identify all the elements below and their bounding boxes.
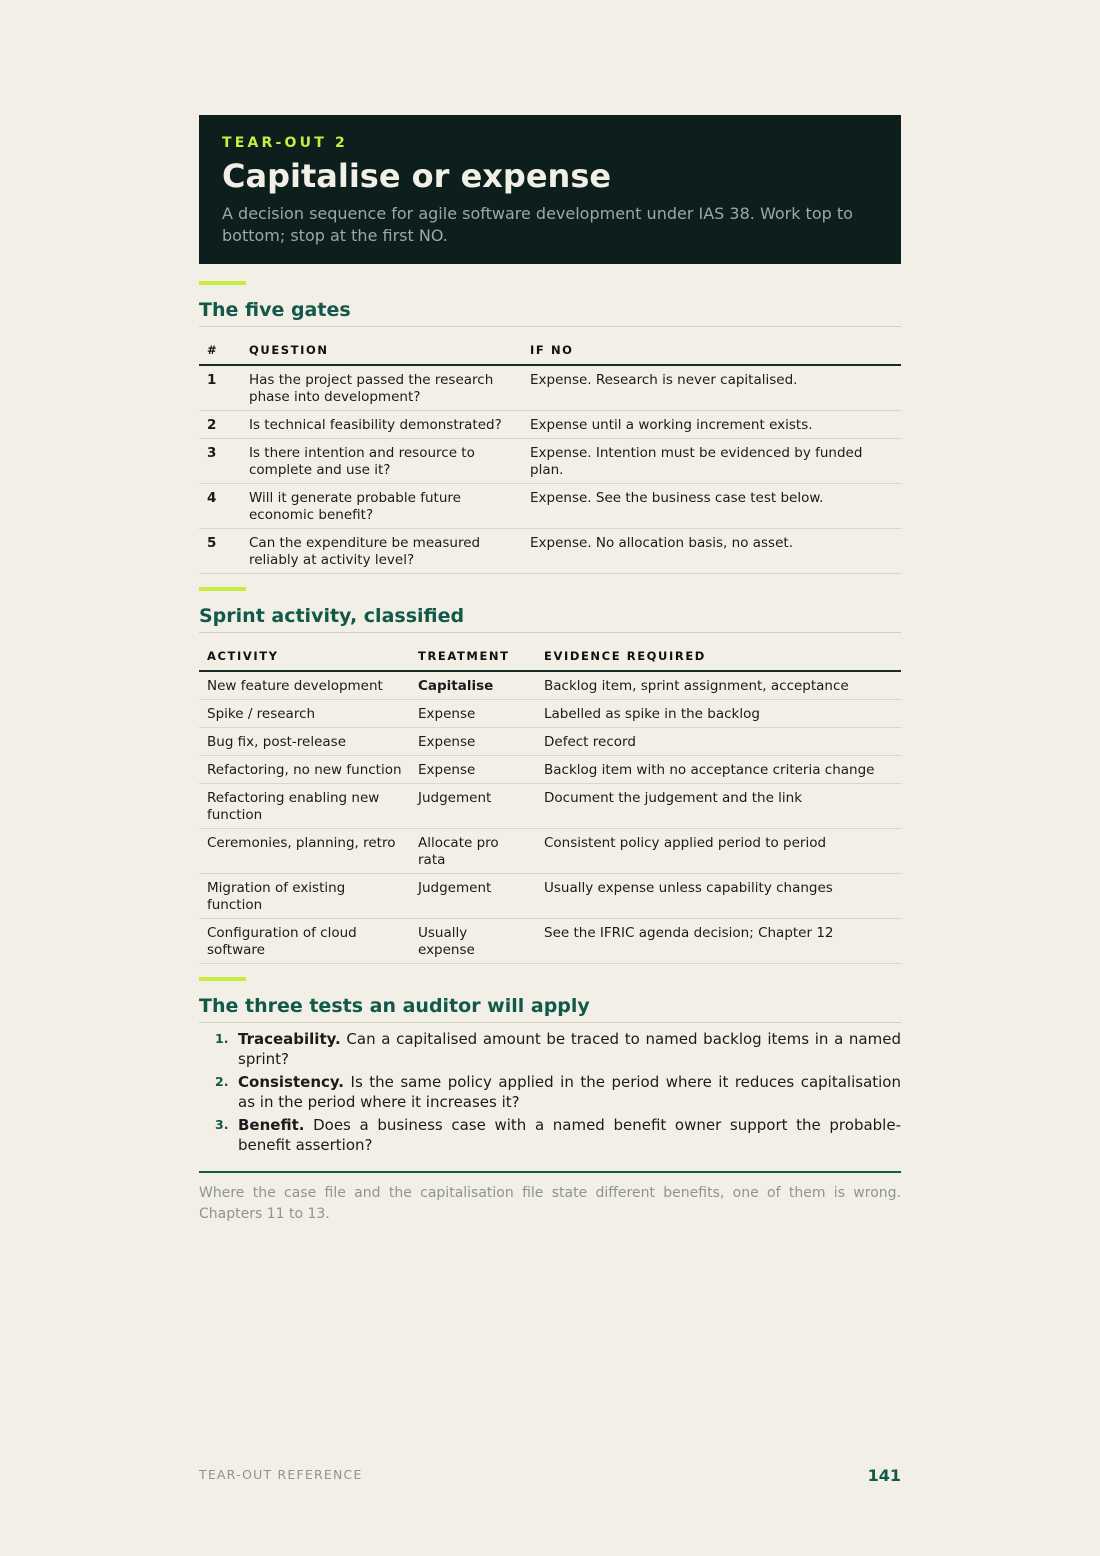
page-content (199, 115, 901, 1239)
test-number: 1. (215, 1031, 229, 1046)
page-subtitle: A decision sequence for agile software development under IAS 38. Work top to bottom; stop at the first NO. (222, 204, 853, 245)
test-number: 3. (215, 1117, 229, 1132)
tests-section-title: The three tests an auditor will apply (199, 981, 901, 1023)
treatment-cell: Expense (410, 700, 536, 728)
gates-header-num: # (199, 327, 241, 365)
gate-if-no: Expense. Intention must be evidenced by funded plan. (522, 439, 901, 484)
gate-if-no: Expense. See the business case test below. (522, 484, 901, 529)
table-row (199, 829, 901, 874)
activity-cell: Bug fix, post-release (199, 728, 410, 756)
test-text: Can a capitalised amount be traced to named backlog items in a named sprint? (238, 1030, 901, 1068)
gate-if-no: Expense until a working increment exists. (522, 411, 901, 439)
test-number: 2. (215, 1074, 229, 1089)
list-item (199, 1029, 901, 1069)
gate-number: 1 (199, 365, 241, 411)
title-banner (199, 115, 901, 264)
treatment-cell: Usually expense (410, 919, 536, 964)
evidence-cell: Usually expense unless capability changes (536, 874, 901, 919)
footer-label: TEAR-OUT REFERENCE (199, 1467, 363, 1482)
activity-cell: Migration of existing function (199, 874, 410, 919)
gate-number: 5 (199, 529, 241, 574)
activity-cell: Configuration of cloud software (199, 919, 410, 964)
activity-cell: New feature development (199, 671, 410, 700)
gate-number: 3 (199, 439, 241, 484)
gate-number: 2 (199, 411, 241, 439)
gate-question: Will it generate probable future economic benefit? (241, 484, 522, 529)
gates-table (199, 327, 901, 574)
evidence-cell: Consistent policy applied period to period (536, 829, 901, 874)
table-row (199, 365, 901, 411)
treatment-cell: Judgement (410, 784, 536, 829)
sprint-table (199, 633, 901, 964)
sprint-header-row (199, 633, 901, 671)
treatment-cell: Judgement (410, 874, 536, 919)
treatment-cell: Allocate pro rata (410, 829, 536, 874)
evidence-cell: Document the judgement and the link (536, 784, 901, 829)
table-row (199, 874, 901, 919)
activity-cell: Spike / research (199, 700, 410, 728)
gates-header-row (199, 327, 901, 365)
tests-section (199, 977, 901, 1155)
gates-header-question: QUESTION (241, 327, 522, 365)
page-number: 141 (867, 1466, 901, 1485)
treatment-cell: Expense (410, 756, 536, 784)
activity-cell: Refactoring, no new function (199, 756, 410, 784)
gate-question: Is there intention and resource to complete and use it? (241, 439, 522, 484)
table-row (199, 671, 901, 700)
treatment-cell: Capitalise (410, 671, 536, 700)
test-text: Is the same policy applied in the period where it reduces capitalisation as in the period where it increases it? (238, 1073, 901, 1111)
sprint-header-activity: ACTIVITY (199, 633, 410, 671)
test-term: Consistency. (238, 1073, 345, 1091)
table-row (199, 484, 901, 529)
gate-question: Can the expenditure be measured reliably at activity level? (241, 529, 522, 574)
list-item (199, 1115, 901, 1155)
gate-number: 4 (199, 484, 241, 529)
gate-if-no: Expense. Research is never capitalised. (522, 365, 901, 411)
table-row (199, 529, 901, 574)
table-row (199, 439, 901, 484)
test-term: Benefit. (238, 1116, 305, 1134)
test-text: Does a business case with a named benefit owner support the probable-benefit assertion? (238, 1116, 901, 1154)
closing-note: Where the case file and the capitalisation file state different benefits, one of them is wrong. Chapters 11 to 13. (199, 1171, 901, 1225)
sprint-section (199, 587, 901, 964)
treatment-cell: Expense (410, 728, 536, 756)
table-row (199, 919, 901, 964)
gates-section (199, 281, 901, 574)
table-row (199, 728, 901, 756)
evidence-cell: See the IFRIC agenda decision; Chapter 12 (536, 919, 901, 964)
sprint-header-treatment: TREATMENT (410, 633, 536, 671)
gate-question: Is technical feasibility demonstrated? (241, 411, 522, 439)
sprint-header-evidence: EVIDENCE REQUIRED (536, 633, 901, 671)
activity-cell: Refactoring enabling new function (199, 784, 410, 829)
evidence-cell: Labelled as spike in the backlog (536, 700, 901, 728)
evidence-cell: Backlog item, sprint assignment, acceptance (536, 671, 901, 700)
gate-question: Has the project passed the research phase into development? (241, 365, 522, 411)
list-item (199, 1072, 901, 1112)
gates-header-if-no: IF NO (522, 327, 901, 365)
activity-cell: Ceremonies, planning, retro (199, 829, 410, 874)
sprint-section-title: Sprint activity, classified (199, 591, 901, 633)
page-title: Capitalise or expense (222, 157, 612, 195)
table-row (199, 700, 901, 728)
banner-kicker: TEAR-OUT 2 (222, 135, 348, 151)
table-row (199, 411, 901, 439)
table-row (199, 784, 901, 829)
table-row (199, 756, 901, 784)
tests-list (199, 1023, 901, 1155)
gates-section-title: The five gates (199, 285, 901, 327)
evidence-cell: Backlog item with no acceptance criteria change (536, 756, 901, 784)
test-term: Traceability. (238, 1030, 341, 1048)
evidence-cell: Defect record (536, 728, 901, 756)
gate-if-no: Expense. No allocation basis, no asset. (522, 529, 901, 574)
